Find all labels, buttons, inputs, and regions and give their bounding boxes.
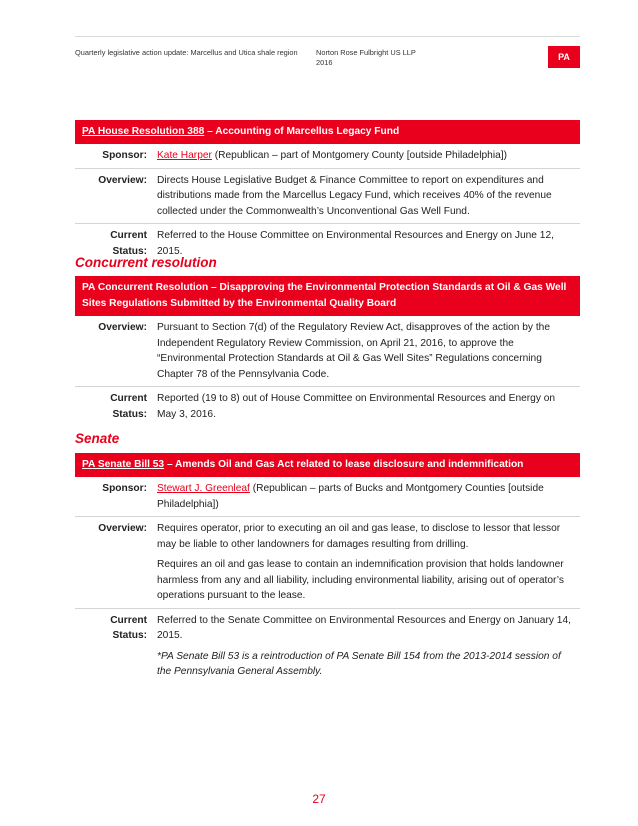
reintroduction-note: *PA Senate Bill 53 is a reintroduction of PA Senate Bill 154 from the 2013-2014 session of the Pennsylvania General Assembly. <box>157 650 561 677</box>
overview-value: Directs House Legislative Budget & Finance Committee to report on expenditures and distributions made from the Marcellus Legacy Fund, which receives 40% of the revenue collected under the Commonwealth’s Unconventional Gas Well Fund. <box>157 174 552 217</box>
page-header <box>75 40 580 74</box>
status-value <box>157 612 580 680</box>
senate-bill-53-table <box>75 453 580 684</box>
status-label-line-2: Status: <box>112 630 147 641</box>
status-text: Referred to the Senate Committee on Environmental Resources and Energy on January 14, 2015. <box>157 614 571 641</box>
section-heading-senate: Senate <box>75 431 120 446</box>
overview-value <box>157 520 580 604</box>
status-label <box>75 612 147 680</box>
status-value: Referred to the House Committee on Environmental Resources and Energy on June 12, 2015. <box>157 230 554 257</box>
overview-row <box>75 169 580 225</box>
overview-value: Pursuant to Section 7(d) of the Regulatory Review Act, disapproves of the action by the Independent Regulatory Review Commission, on April 21, 2016, to approve the “Environmental Protection Standards at Oil & Gas Well Sites” Regulations concerning Chapter 78 of the Pennsylvania Code. <box>157 322 551 380</box>
status-label-line-1: Current <box>110 614 147 626</box>
status-label-line-2: Status: <box>112 408 147 420</box>
overview-label: Overview: <box>98 322 147 333</box>
bill-title-bar <box>75 453 580 477</box>
status-label <box>75 390 147 422</box>
bill-title-bar <box>75 120 580 144</box>
header-year: 2016 <box>316 58 333 67</box>
sponsor-link[interactable]: Stewart J. Greenleaf <box>157 483 250 494</box>
page-number: 27 <box>312 792 326 806</box>
overview-paragraph-1: Requires operator, prior to executing an oil and gas lease, to disclose to lessor that lessor may be liable to other landowners for damages resulting from drilling. <box>157 523 561 550</box>
overview-paragraph-2: Requires an oil and gas lease to contain an indemnification provision that holds landowner harmless from any and all liability, including environmental liability, arising out of operator’s operations pursuant to the lease. <box>157 559 564 601</box>
header-firm: Norton Rose Fulbright US LLP <box>316 48 416 57</box>
status-label-line-1: Current <box>110 393 147 404</box>
sponsor-value <box>157 480 580 512</box>
overview-row <box>75 316 580 387</box>
resolution-title-bar: PA Concurrent Resolution – Disapproving the Environmental Protection Standards at Oil & Gas Well Sites Regulations Submitted by the Environmental Quality Board <box>75 276 580 316</box>
sponsor-detail: (Republican – part of Montgomery County [outside Philadelphia]) <box>211 150 507 161</box>
overview-label: Overview: <box>98 174 147 186</box>
status-value: Reported (19 to 8) out of House Committee on Environmental Resources and Energy on May 3, 2016. <box>157 393 556 420</box>
house-resolution-388-table <box>75 120 580 263</box>
bill-title-text: – Accounting of Marcellus Legacy Fund <box>204 126 400 137</box>
overview-label: Overview: <box>98 523 147 534</box>
state-tag: PA <box>548 46 580 68</box>
status-row <box>75 609 580 684</box>
status-label-line-1: Current <box>110 230 147 241</box>
header-title: Quarterly legislative action update: Marcellus and Utica shale region <box>75 48 298 57</box>
sponsor-label: Sponsor: <box>102 150 147 161</box>
sponsor-value <box>157 147 580 164</box>
header-firm-block <box>316 48 416 68</box>
bill-link[interactable]: PA Senate Bill 53 <box>82 459 165 470</box>
overview-row <box>75 517 580 609</box>
bill-title-text: – Amends Oil and Gas Act related to lease disclosure and indemnification <box>164 459 524 470</box>
concurrent-resolution-table <box>75 276 580 426</box>
bill-link[interactable]: PA House Resolution 388 <box>82 126 205 137</box>
status-label-line-2: Status: <box>112 245 147 257</box>
sponsor-label: Sponsor: <box>102 483 147 494</box>
header-rule <box>75 36 580 37</box>
sponsor-link[interactable]: Kate Harper <box>157 150 212 161</box>
sponsor-row <box>75 477 580 517</box>
section-heading-concurrent: Concurrent resolution <box>75 255 217 270</box>
sponsor-row <box>75 144 580 169</box>
status-row <box>75 387 580 426</box>
sponsor-detail: (Republican – parts of Bucks and Montgomery Counties [outside Philadelphia]) <box>157 483 544 510</box>
